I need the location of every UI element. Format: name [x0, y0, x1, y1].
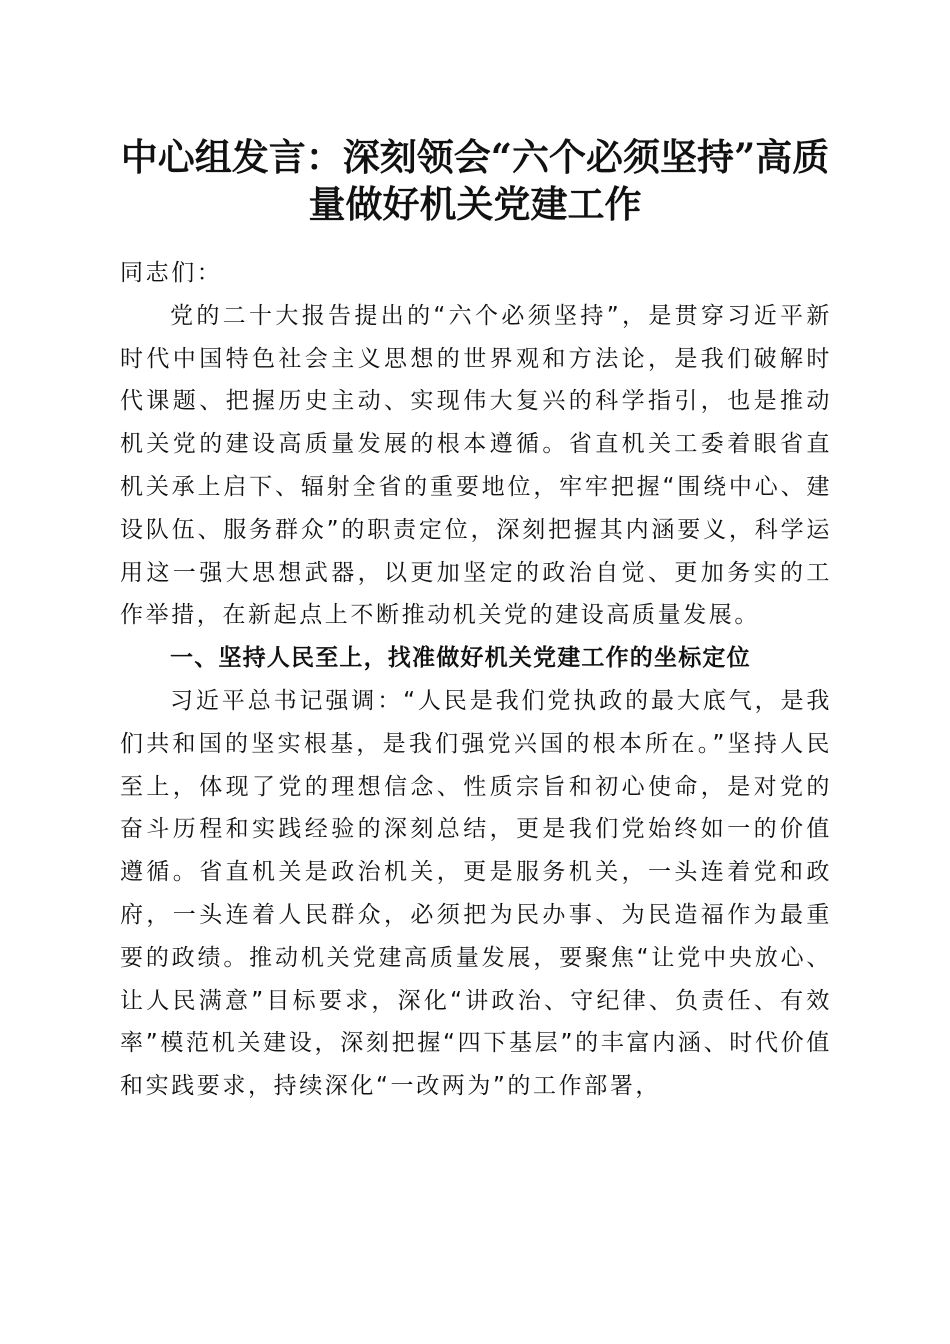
greeting: 同志们： [120, 260, 223, 286]
section-heading-1: 一、坚持人民至上，找准做好机关党建工作的坐标定位 [170, 645, 751, 672]
document-body [120, 252, 832, 1108]
paragraph-section-1: 习近平总书记强调：“人民是我们党执政的最大底气，是我们共和国的坚实根基，是我们强党兴国的根本所在。”坚持人民至上，体现了党的理想信念、性质宗旨和初心使命，是对党的奋斗历程和实践经验的深刻总结，更是我们党始终如一的价值遵循。省直机关是政治机关，更是服务机关，一头连着党和政府，一头连着人民群众，必须把为民办事、为民造福作为最重要的政绩。推动机关党建高质量发展，要聚焦“让党中央放心、让人民满意”目标要求，深化“讲政治、守纪律、负责任、有效率”模范机关建设，深刻把握“四下基层”的丰富内涵、时代价值和实践要求，持续深化“一改两为”的工作部署， [120, 687, 832, 1100]
title-line-1: 中心组发言：深刻领会“六个必须坚持”高质 [120, 135, 830, 179]
document-title [100, 134, 850, 228]
paragraph-intro: 党的二十大报告提出的“六个必须坚持”，是贯穿习近平新时代中国特色社会主义思想的世界观和方法论，是我们破解时代课题、把握历史主动、实现伟大复兴的科学指引，也是推动机关党的建设高质量发展的根本遵循。省直机关工委着眼省直机关承上启下、辐射全省的重要地位，牢牢把握“围绕中心、建设队伍、服务群众”的职责定位，深刻把握其内涵要义，科学运用这一强大思想武器，以更加坚定的政治自觉、更加务实的工作举措，在新起点上不断推动机关党的建设高质量发展。 [120, 302, 832, 629]
title-line-2: 量做好机关党建工作 [308, 182, 642, 226]
